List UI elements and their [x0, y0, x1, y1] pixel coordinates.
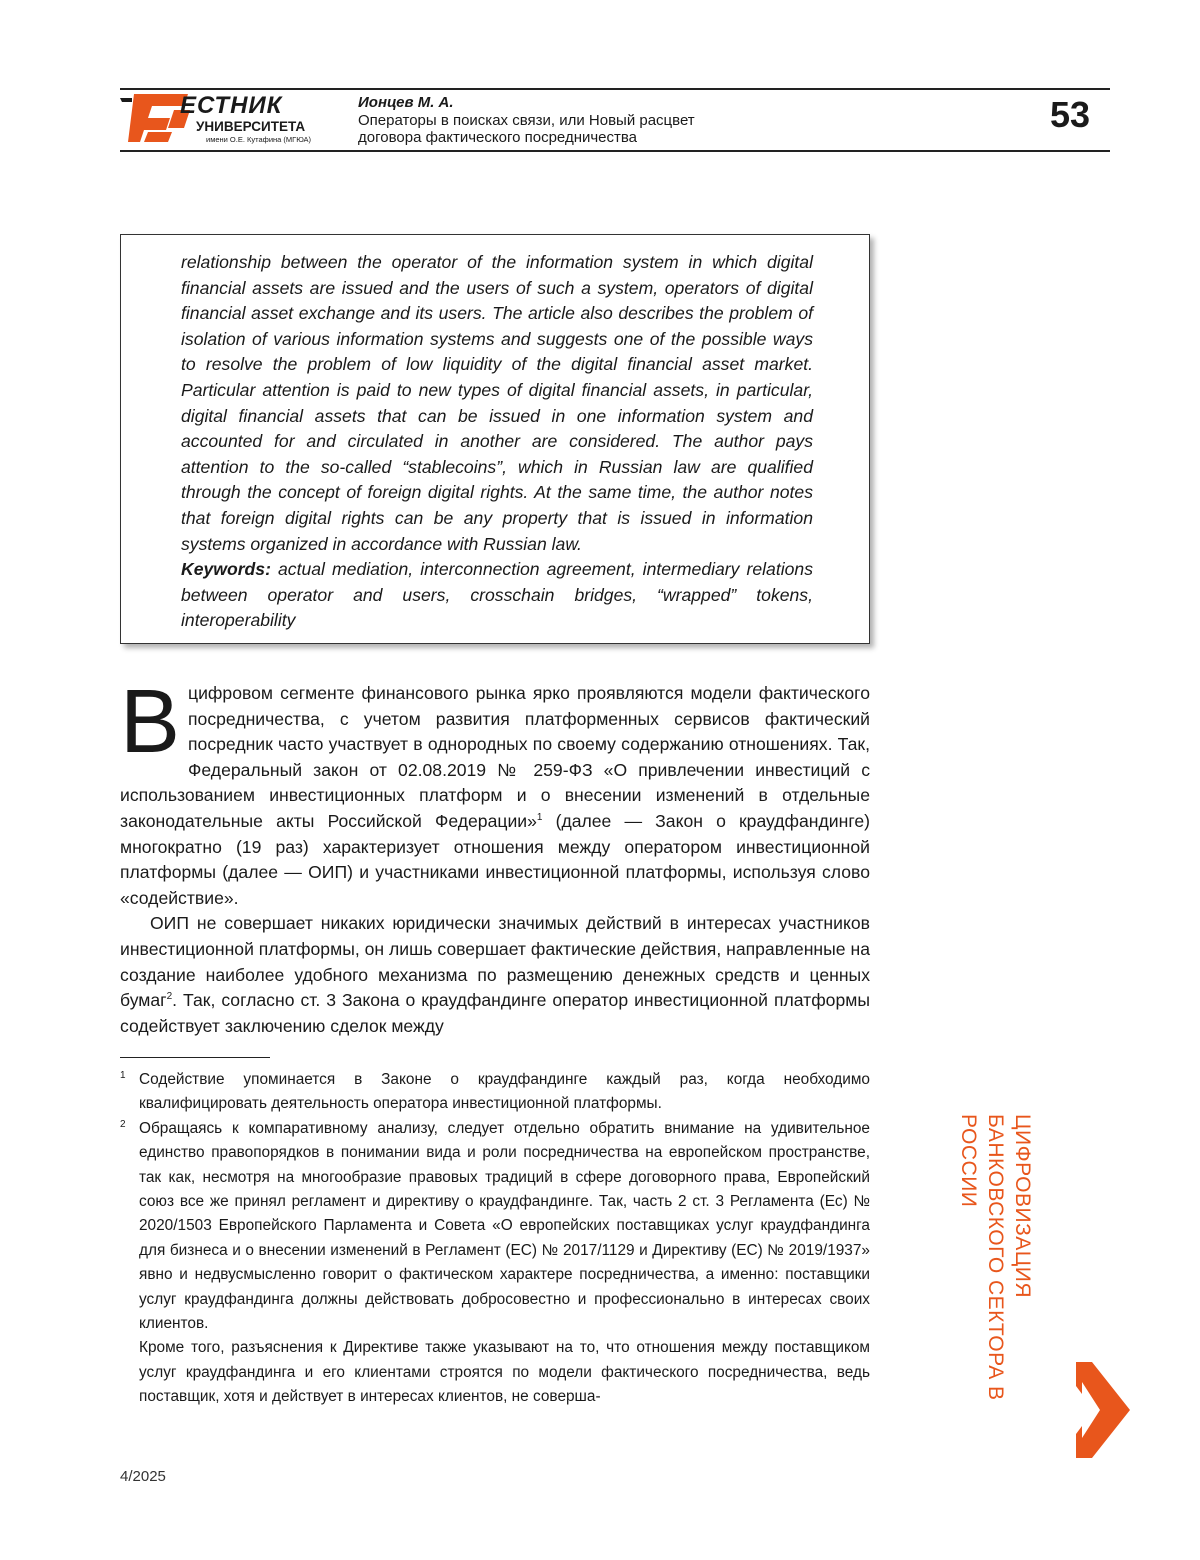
abstract-box [120, 234, 870, 644]
footnote-number: 2 [120, 1118, 126, 1130]
body-paragraph-1 [120, 672, 870, 911]
body-p2-text-b: . Так, согласно ст. 3 Закона о краудфандинге оператор инвестиционной платформы содействует заключению сделок между [120, 990, 870, 1036]
footnote-number: 1 [120, 1070, 126, 1081]
footnote-text-continued: Кроме того, разъяснения к Директиве также указывают на то, что отношения между поставщиком услуг краудфандинга и его клиентами строятся по модели фактического посредничества, ведь поставщик, хотя и действует в интересах клиентов, не соверша- [139, 1339, 870, 1406]
footnote-1 [120, 1068, 870, 1117]
header-rule-top [120, 88, 1110, 90]
logo-subtitle-small: имени О.Е. Кутафина (МГЮА) [206, 135, 312, 144]
header-article-title [358, 112, 918, 146]
footnotes [120, 1068, 870, 1410]
body-p1-text-a: цифровом сегменте финансового рынка ярко проявляются модели фактического посредничества, с учетом развития платформенных сервисов фактический посредник часто участвует в однородных по своему содержанию отношениях. Так, Федеральный закон от 02.08.2019 № 259-ФЗ «О привлечении инвестиций с использованием инвестиционных платформ и о внесении изменений в отдельные законодательные акты Российской Федерации» [120, 683, 870, 831]
page-number: 53 [1050, 94, 1091, 135]
header-rule-bottom [120, 150, 1110, 152]
issue-number: 4/2025 [120, 1468, 166, 1485]
abstract-text: relationship between the operator of the information system in which digital financial assets are issued and the users of such a system, operators of digital financial asset exchange and its users. The article also describes the problem of isolation of various information systems and suggests one of the possible ways to resolve the problem of low liquidity of the digital financial asset market. Particular attention is paid to new types of digital financial assets, in particular, digital financial assets that can be issued in one information system and accounted for and circulated in another are considered. The author pays attention to the so-called “stablecoins”, which in Russian law are qualified through the concept of foreign digital rights. At the same time, the author notes that foreign digital rights can be any property that is issued in information systems organized in accordance with Russian law. [181, 252, 813, 554]
article-body [120, 672, 870, 1039]
footnote-separator [120, 1057, 270, 1058]
logo-subtitle: УНИВЕРСИТЕТА [196, 119, 306, 134]
section-label-line-2: БАНКОВСКОГО СЕКТОРА В [984, 1114, 1007, 1401]
footnote-ref-2[interactable]: 2 [166, 991, 173, 1003]
keywords-text: actual mediation, interconnection agreement, intermediary relations between operator and users, crosschain bridges, “wrapped” tokens, interoperability [181, 559, 814, 631]
body-p2-text-a: ОИП не совершает никаких юридически значимых действий в интересах участников инвестиционной платформы, он лишь совершает фактические действия, направленные на создание наиболее удобного механизма по размещению денежных средств и ценных бумаг [120, 913, 870, 1011]
footnote-text: Обращаясь к компаративному анализу, следует отдельно обратить внимание на удивительное единство правопорядков в понимании вида и роли посредничества на европейском пространстве, так как, несмотря на многообразие правовых традиций в сфере договорного права, Европейский союз все же принял регламент и директиву о краудфандинге. Так, часть 2 ст. 3 Регламента (Ес) № 2020/1503 Европейского Парламента и Совета «О европейских поставщиках услуг краудфандинга для бизнеса и о внесении изменений в Регламент (ЕС) № 2017/1129 и Директиву (ЕС) № 2019/1937» явно и недвусмысленно говорит о фактическом характере посредничества, а именно: поставщики услуг краудфандинга должны действовать добросовестно и профессионально в интересах своих клиентов. [139, 1119, 870, 1333]
header-title-line-1: Операторы в поисках связи, или Новый расцвет [358, 112, 695, 129]
drop-cap: В [120, 672, 181, 772]
section-label-line-1: ЦИФРОВИЗАЦИЯ [1011, 1114, 1034, 1299]
footnote-2 [120, 1117, 870, 1410]
body-p1-text-b: (далее — Закон о краудфандинге) многократно (19 раз) характеризует отношения между оператором инвестиционной платформы (далее — ОИП) и участниками инвестиционной платформы, используя слово «содействие». [120, 810, 870, 908]
abstract-text-block [181, 250, 813, 634]
header-title-line-2: договора фактического посредничества [358, 129, 638, 146]
section-arrow-icon [1076, 1362, 1132, 1460]
footnote-ref-1[interactable]: 1 [536, 812, 543, 824]
journal-logo [118, 92, 323, 147]
section-label-line-3: РОССИИ [957, 1114, 980, 1208]
body-paragraph-2 [120, 911, 870, 1039]
footnote-text: Содействие упоминается в Законе о краудфандинге каждый раз, когда необходимо квалифицировать деятельность оператора инвестиционной платформы. [139, 1071, 870, 1113]
logo-title: ЕСТНИК [180, 92, 283, 119]
header-author: Ионцев М. А. [358, 94, 454, 111]
keywords-label: Keywords: [181, 559, 271, 580]
section-label-vertical [957, 1114, 1036, 1434]
